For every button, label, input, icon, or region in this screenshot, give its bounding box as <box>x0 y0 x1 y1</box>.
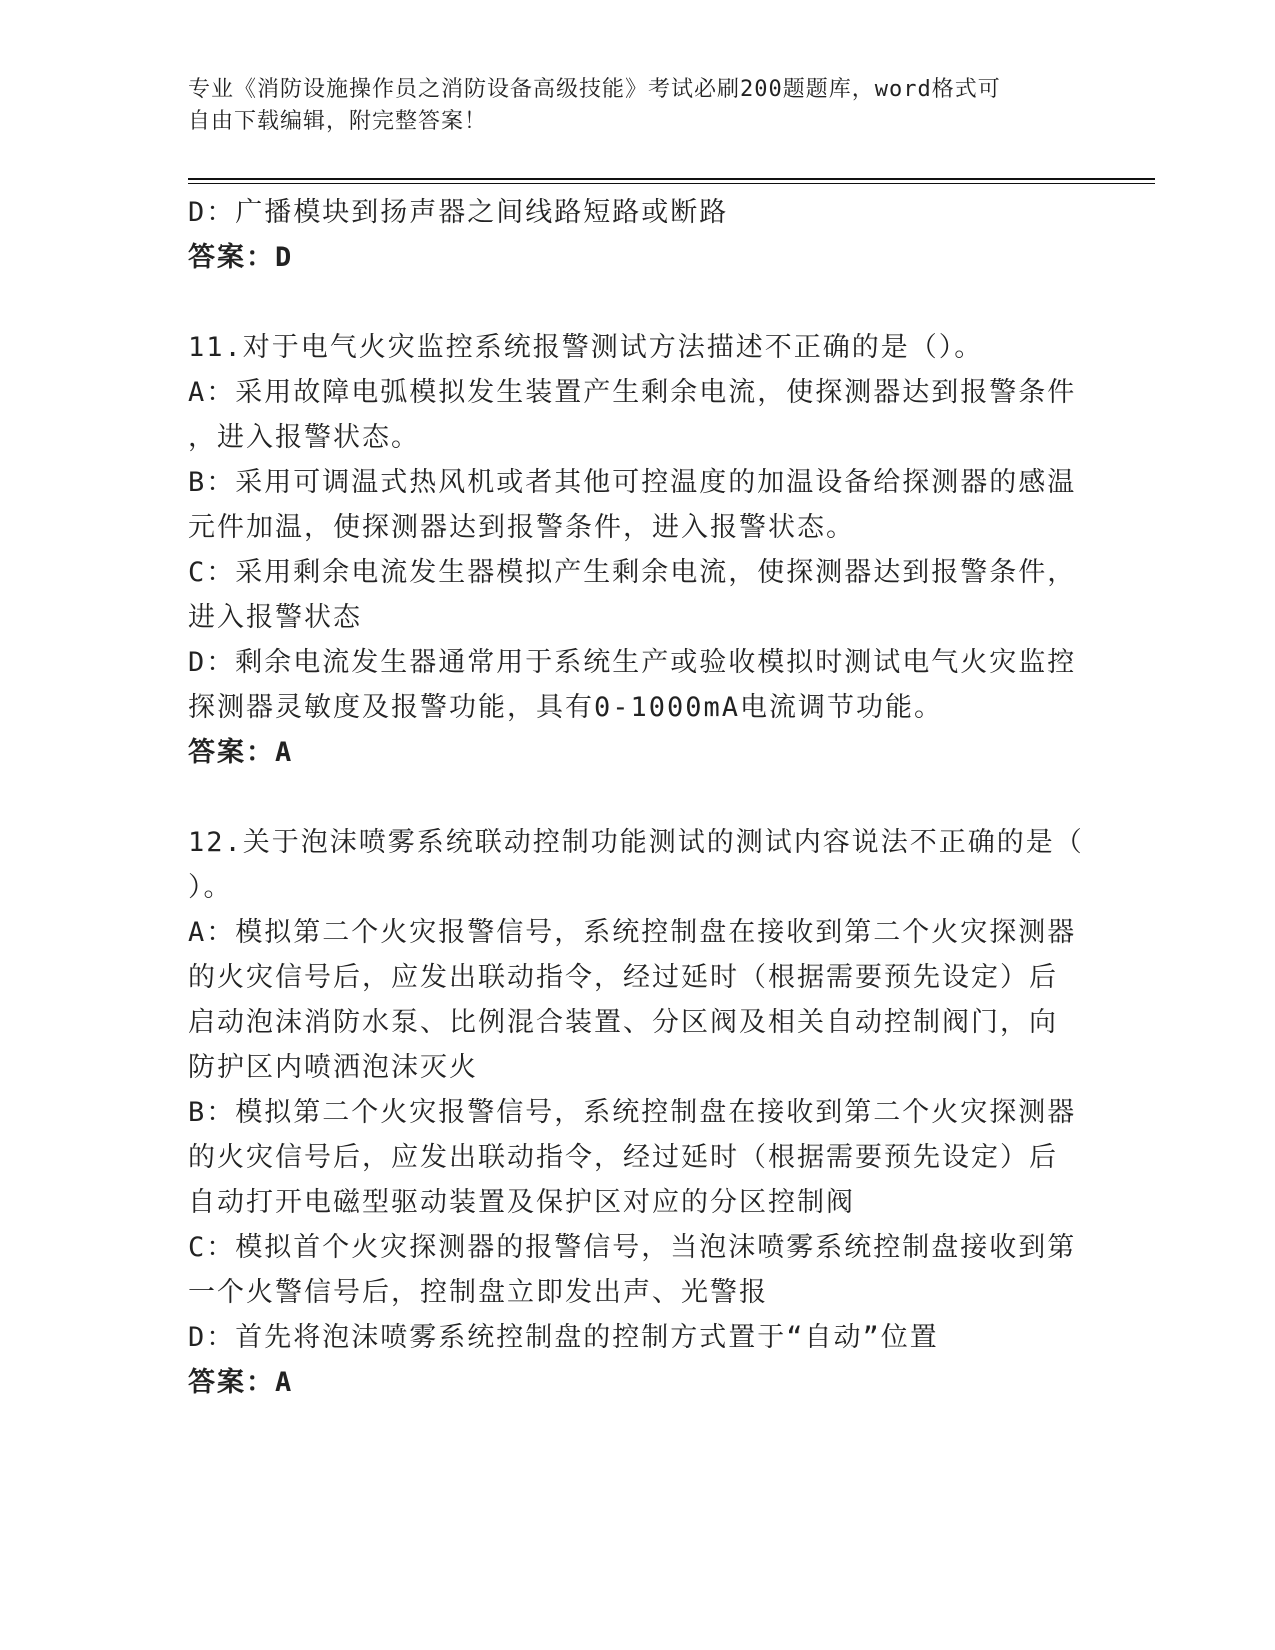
question-11 <box>188 325 1088 775</box>
question-stem: 12.关于泡沫喷雾系统联动控制功能测试的测试内容说法不正确的是（ <box>188 827 1084 858</box>
option-d: D：广播模块到扬声器之间线路短路或断路 <box>188 197 729 228</box>
document-header <box>188 74 1068 138</box>
option-b-cont: 的火灾信号后，应发出联动指令，经过延时（根据需要预先设定）后 <box>188 1142 1058 1173</box>
option-a-cont: 启动泡沫消防水泵、比例混合装置、分区阀及相关自动控制阀门，向 <box>188 1007 1058 1038</box>
question-12 <box>188 820 1088 1405</box>
answer-line: 答案：A <box>188 737 294 768</box>
option-c: C：采用剩余电流发生器模拟产生剩余电流，使探测器达到报警条件， <box>188 557 1077 588</box>
option-a-cont: 的火灾信号后，应发出联动指令，经过延时（根据需要预先设定）后 <box>188 962 1058 993</box>
spacer <box>188 280 1088 325</box>
answer-line: 答案：D <box>188 242 294 273</box>
option-c-cont: 一个火警信号后，控制盘立即发出声、光警报 <box>188 1277 768 1308</box>
question-stem-cont: ）。 <box>188 872 233 903</box>
option-b: B：采用可调温式热风机或者其他可控温度的加温设备给探测器的感温 <box>188 467 1077 498</box>
option-a-cont: ，进入报警状态。 <box>188 422 420 453</box>
option-c-cont: 进入报警状态 <box>188 602 362 633</box>
header-rule-thick <box>188 178 1155 180</box>
spacer <box>188 775 1088 820</box>
option-a: A：采用故障电弧模拟发生装置产生剩余电流，使探测器达到报警条件 <box>188 377 1077 408</box>
option-b: B：模拟第二个火灾报警信号，系统控制盘在接收到第二个火灾探测器 <box>188 1097 1077 1128</box>
option-c: C：模拟首个火灾探测器的报警信号，当泡沫喷雾系统控制盘接收到第 <box>188 1232 1077 1263</box>
option-d: D：首先将泡沫喷雾系统控制盘的控制方式置于“自动”位置 <box>188 1322 939 1353</box>
question-stem: 11.对于电气火灾监控系统报警测试方法描述不正确的是（）。 <box>188 332 984 363</box>
option-a-cont: 防护区内喷洒泡沫灭火 <box>188 1052 478 1083</box>
option-b-cont: 自动打开电磁型驱动装置及保护区对应的分区控制阀 <box>188 1187 855 1218</box>
option-a: A：模拟第二个火灾报警信号，系统控制盘在接收到第二个火灾探测器 <box>188 917 1077 948</box>
header-rule-thin <box>188 183 1155 184</box>
previous-question-tail <box>188 190 1088 280</box>
header-line-2: 自由下载编辑，附完整答案！ <box>188 109 488 134</box>
answer-line: 答案：A <box>188 1367 294 1398</box>
header-line-1: 专业《消防设施操作员之消防设备高级技能》考试必刷200题题库，word格式可 <box>188 77 1001 102</box>
option-d: D：剩余电流发生器通常用于系统生产或验收模拟时测试电气火灾监控 <box>188 647 1077 678</box>
option-b-cont: 元件加温，使探测器达到报警条件，进入报警状态。 <box>188 512 855 543</box>
document-body <box>188 190 1088 1405</box>
option-d-cont: 探测器灵敏度及报警功能，具有0-1000mA电流调节功能。 <box>188 692 944 723</box>
